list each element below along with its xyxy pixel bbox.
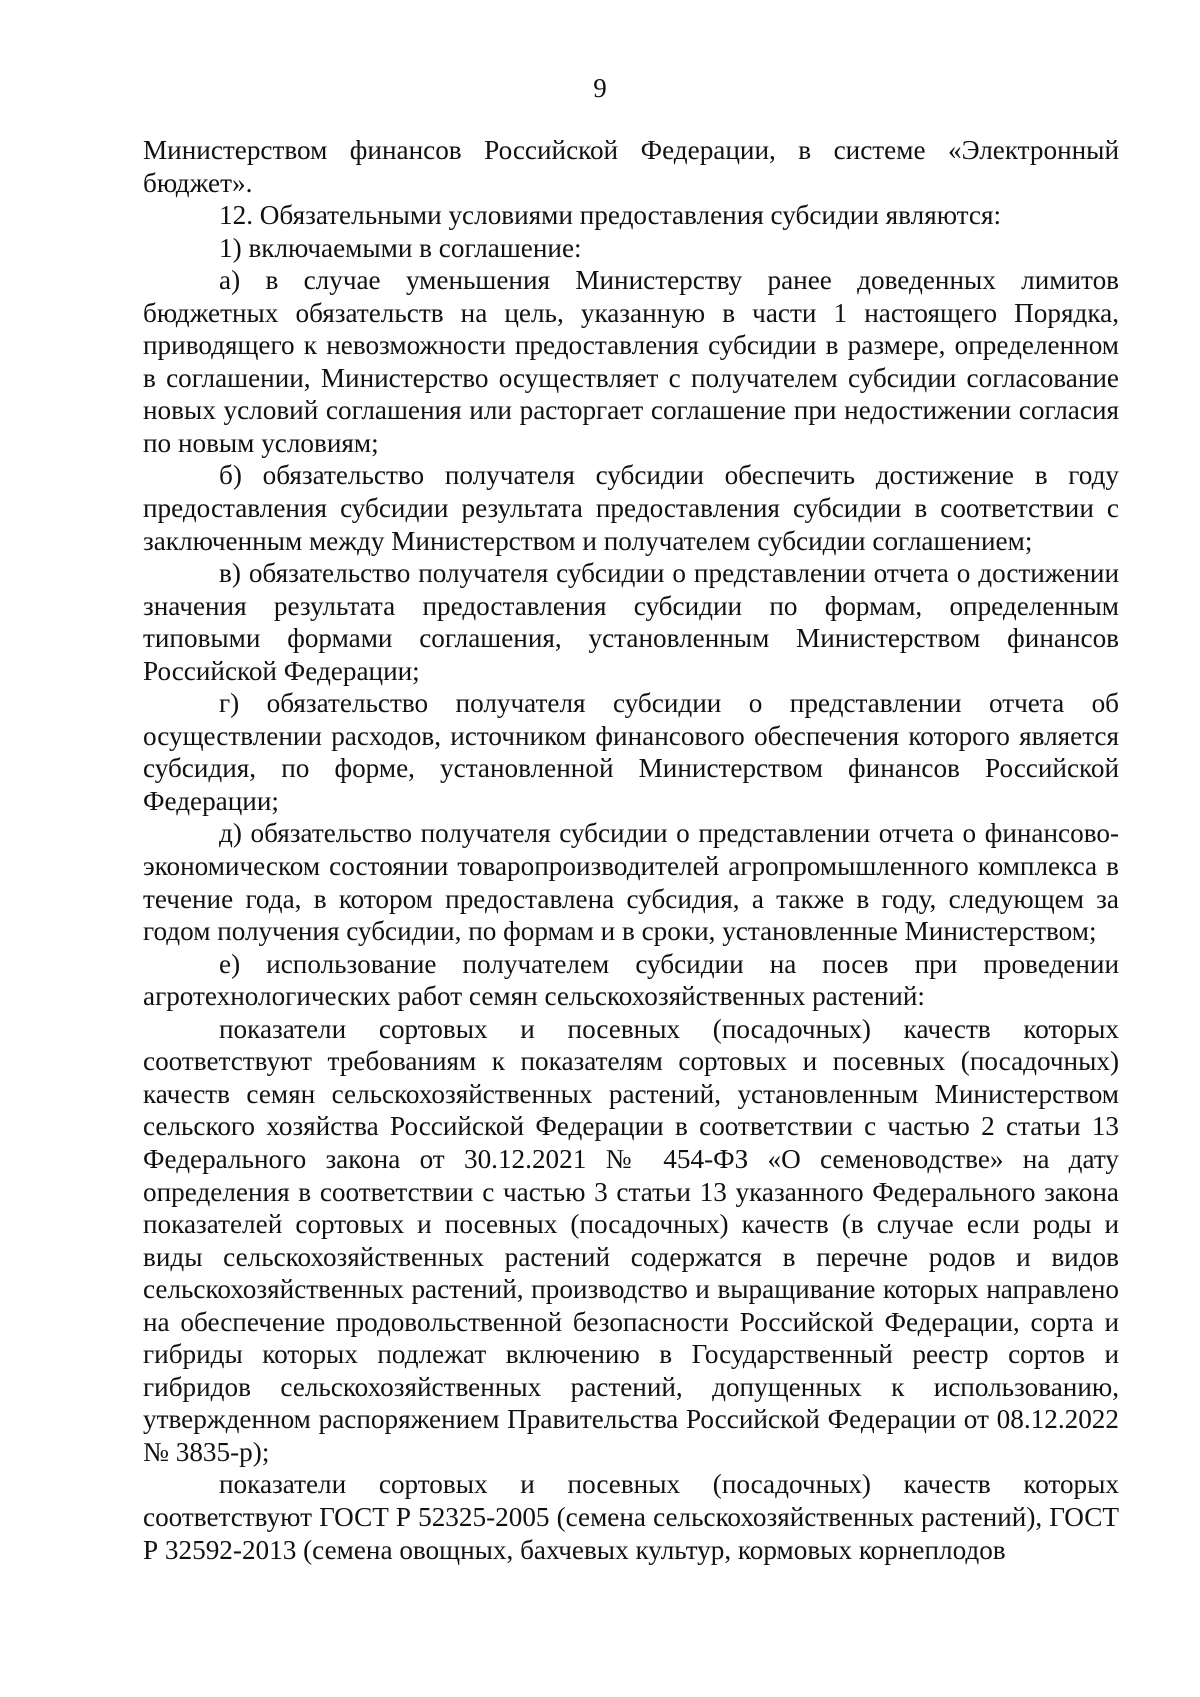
paragraph-seed-requirements: показатели сортовых и посевных (посадочных) качеств которых соответствуют требованиям к показателям сортовых и посевных (посадочных) качеств семян сельскохозяйственных растений, установленным Министерством сельского хозяйства Российской Федерации в соответствии с частью 2 статьи 13 Федерального закона от 30.12.2021 № 454-ФЗ «О семеноводстве» на дату определения в соответствии с частью 3 статьи 13 указанного Федерального закона показателей сортовых и посевных (посадочных) качеств (в случае если роды и виды сельскохозяйственных растений содержатся в перечне родов и видов сельскохозяйственных растений, производство и выращивание которых направлено на обеспечение продовольственной безопасности Российской Федерации, сорта и гибриды которых подлежат включению в Государственный реестр сортов и гибридов сельскохозяйственных растений, допущенных к использованию, утвержденном распоряжением Правительства Российской Федерации от 08.12.2022 № 3835-р); xyxy=(143,1013,1119,1467)
paragraph-letter-b: б) обязательство получателя субсидии обеспечить достижение в году предоставления субсидии результата предоставления субсидии в соответствии с заключенным между Министерством и получателем субсидии соглашением; xyxy=(143,460,1119,556)
document-body xyxy=(143,134,1119,1566)
paragraph-letter-a: а) в случае уменьшения Министерству ранее доведенных лимитов бюджетных обязательств на цель, указанную в части 1 настоящего Порядка, приводящего к невозможности предоставления субсидии в размере, определенном в соглашении, Министерство осуществляет с получателем субсидии согласование новых условий соглашения или расторгает соглашение при недостижении согласия по новым условиям; xyxy=(143,265,1119,458)
paragraph-item-12: 12. Обязательными условиями предоставления субсидии являются: xyxy=(219,200,1002,231)
paragraph-letter-e: е) использование получателем субсидии на посев при проведении агротехнологических работ семян сельскохозяйственных растений: xyxy=(143,948,1119,1012)
paragraph-letter-d: д) обязательство получателя субсидии о представлении отчета о финансово-экономическом состоянии товаропроизводителей агропромышленного комплекса в течение года, в котором предоставлена субсидия, а также в году, следующем за годом получения субсидии, по формам и в сроки, установленные Министерством; xyxy=(143,818,1119,947)
paragraph-subitem-1: 1) включаемыми в соглашение: xyxy=(219,232,582,263)
paragraph-letter-g: г) обязательство получателя субсидии о представлении отчета об осуществлении расходов, источником финансового обеспечения которого является субсидия, по форме, установленной Министерством финансов Российской Федерации; xyxy=(143,688,1119,816)
paragraph-continuation: Министерством финансов Российской Федерации, в системе «Электронный бюджет». xyxy=(143,135,1119,198)
page-number: 9 xyxy=(593,73,607,103)
paragraph-gost-requirements: показатели сортовых и посевных (посадочных) качеств которых соответствуют ГОСТ Р 52325-2005 (семена сельскохозяйственных растений), ГОСТ Р 32592-2013 (семена овощных, бахчевых культур, кормовых корнеплодов xyxy=(143,1469,1119,1565)
paragraph-letter-v: в) обязательство получателя субсидии о представлении отчета о достижении значения результата предоставления субсидии по формам, определенным типовыми формами соглашения, установленным Министерством финансов Российской Федерации; xyxy=(143,558,1119,686)
